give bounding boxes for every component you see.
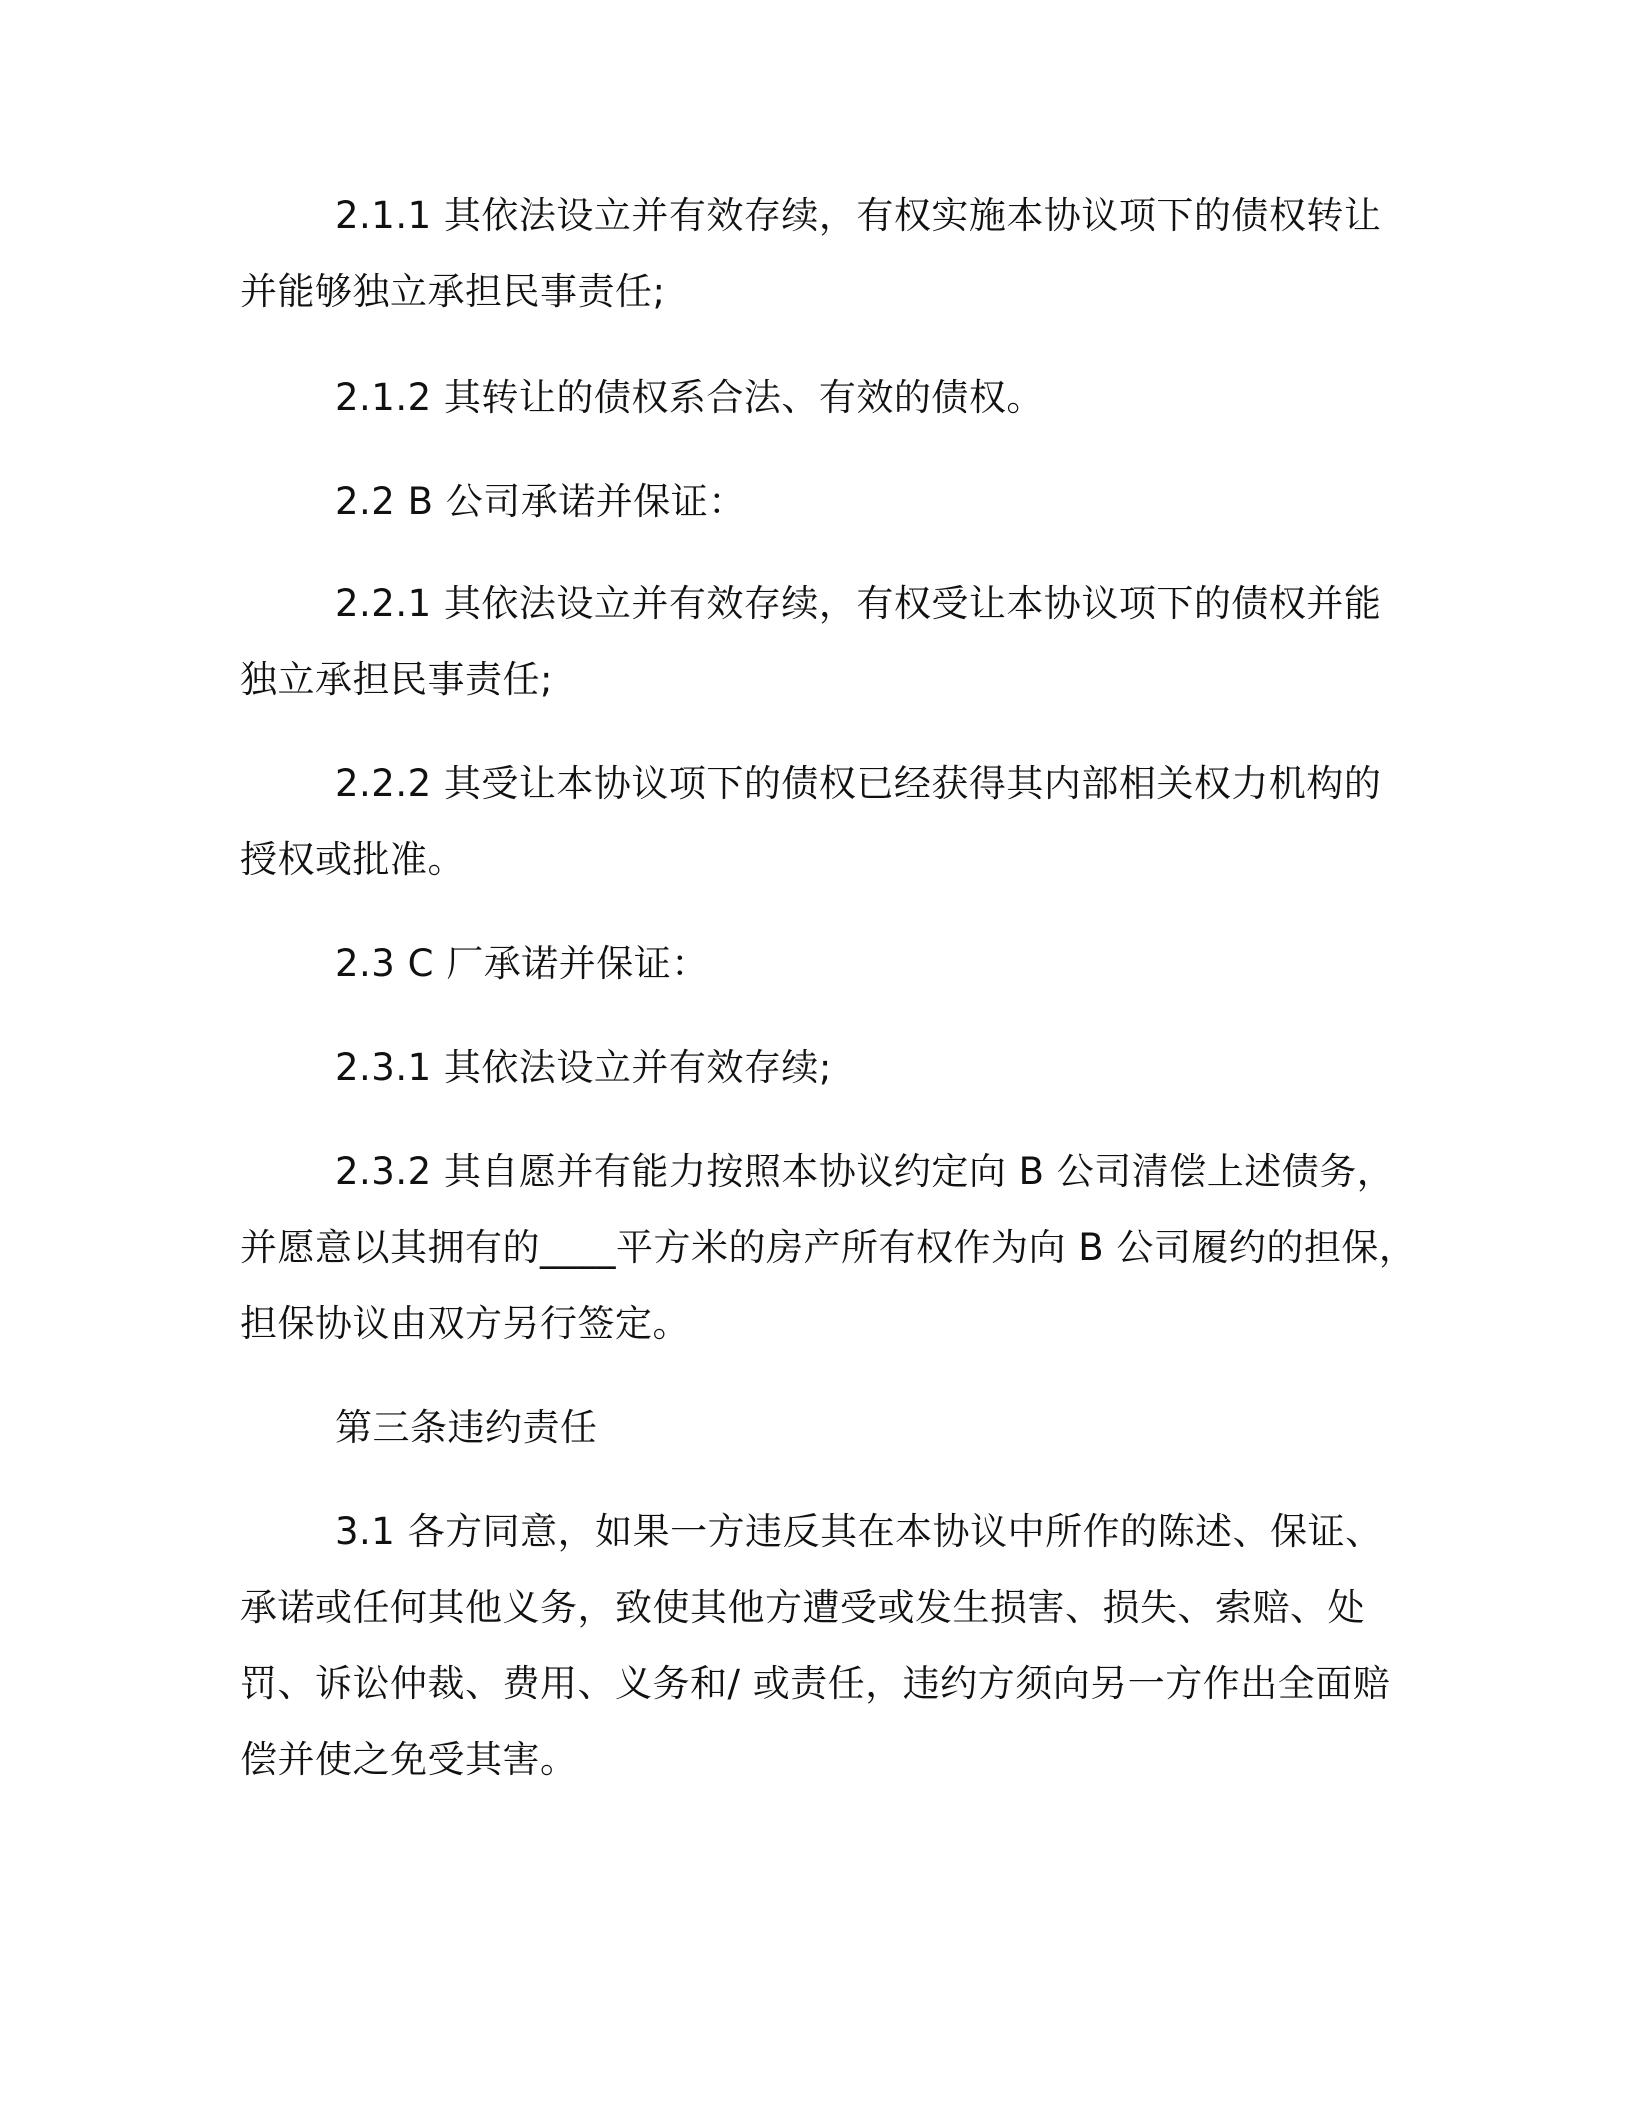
clause-2-3-2-line-1: 2.3.2 其自愿并有能力按照本协议约定向 B 公司清偿上述债务， [335, 1150, 1395, 1193]
clause-3-1-line-2: 承诺或任何其他义务，致使其他方遭受或发生损害、损失、索赔、处 [240, 1586, 1365, 1629]
clause-2-2-heading: 2.2 B 公司承诺并保证： [335, 480, 746, 523]
clause-2-3-1: 2.3.1 其依法设立并有效存续; [335, 1046, 832, 1089]
clause-3-1-line-3: 罚、诉讼仲裁、费用、义务和/ 或责任，违约方须向另一方作出全面赔 [240, 1662, 1391, 1705]
article-3-heading: 第三条违约责任 [335, 1406, 598, 1449]
clause-2-2-2-line-1: 2.2.2 其受让本协议项下的债权已经获得其内部相关权力机构的 [335, 762, 1382, 805]
clause-2-2-2-line-2: 授权或批准。 [240, 838, 465, 881]
clause-2-1-2: 2.1.2 其转让的债权系合法、有效的债权。 [335, 376, 1044, 419]
clause-2-2-1-line-1: 2.2.1 其依法设立并有效存续，有权受让本协议项下的债权并能 [335, 582, 1382, 625]
clause-2-3-2-line-3: 担保协议由双方另行签定。 [240, 1302, 690, 1345]
clause-2-1-1-line-2: 并能够独立承担民事责任; [240, 270, 666, 313]
clause-2-2-1-line-2: 独立承担民事责任; [240, 658, 553, 701]
clause-2-3-heading: 2.3 C 厂承诺并保证： [335, 942, 709, 985]
clause-3-1-line-4: 偿并使之免受其害。 [240, 1738, 578, 1781]
clause-2-3-2-line-2: 并愿意以其拥有的____平方米的房产所有权作为向 B 公司履约的担保， [240, 1226, 1417, 1269]
clause-3-1-line-1: 3.1 各方同意，如果一方违反其在本协议中所作的陈述、保证、 [335, 1510, 1383, 1553]
clause-2-1-1-line-1: 2.1.1 其依法设立并有效存续，有权实施本协议项下的债权转让 [335, 194, 1382, 237]
